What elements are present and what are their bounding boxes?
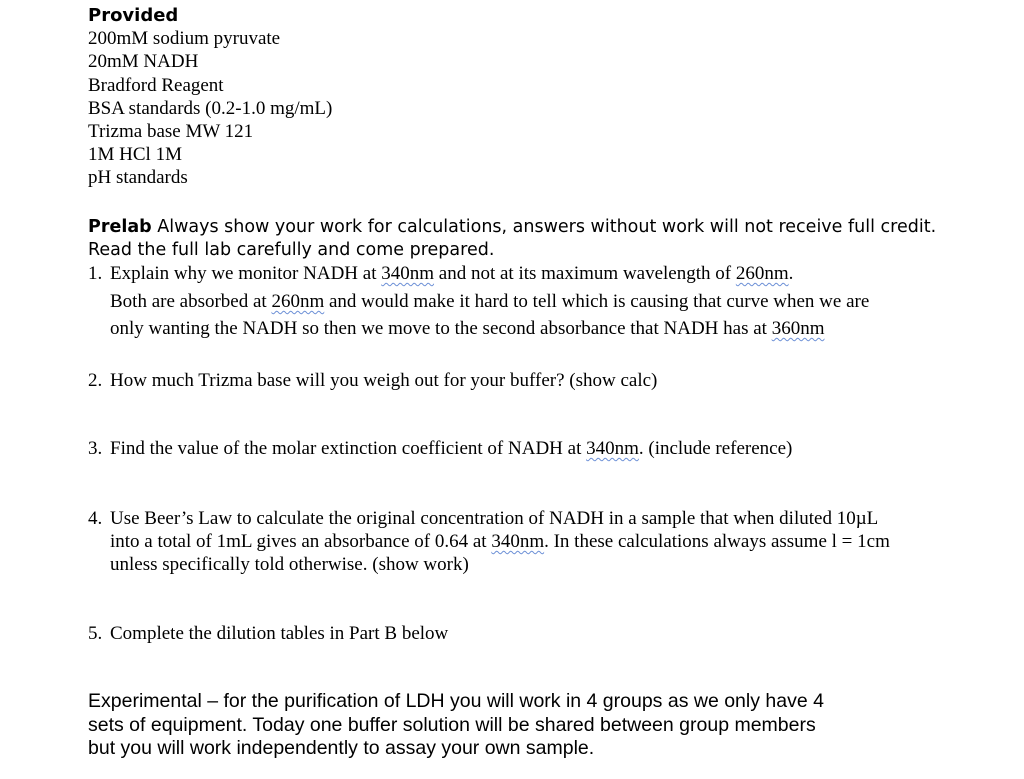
prelab-instructions bbox=[88, 216, 988, 239]
prelab-label: Prelab bbox=[88, 217, 152, 237]
question-number: 4. bbox=[88, 508, 103, 529]
provided-item: Bradford Reagent bbox=[88, 74, 224, 96]
answer-text: only wanting the NADH so then we move to the second absorbance that NADH has at bbox=[110, 318, 772, 339]
question-number: 1. bbox=[88, 263, 103, 284]
question-3 bbox=[88, 437, 792, 460]
question-text: unless specifically told otherwise. (show work) bbox=[110, 554, 469, 575]
question-number: 5. bbox=[88, 623, 103, 644]
question-text: into a total of 1mL gives an absorbance of 0.64 at bbox=[110, 531, 492, 552]
provided-item: BSA standards (0.2-1.0 mg/mL) bbox=[88, 97, 333, 119]
answer-1 bbox=[110, 288, 869, 342]
question-text: Explain why we monitor NADH at bbox=[110, 263, 382, 284]
question-number: 3. bbox=[88, 438, 103, 459]
question-text: . bbox=[788, 263, 794, 284]
provided-item: 200mM sodium pyruvate bbox=[88, 28, 281, 50]
spellcheck-term[interactable]: 360nm bbox=[771, 318, 825, 339]
question-number: 2. bbox=[88, 370, 103, 391]
experimental-line-2: sets of equipment. Today one buffer solution will be shared between group members bbox=[88, 713, 816, 736]
spellcheck-term[interactable]: 340nm bbox=[491, 531, 545, 552]
question-text: and not at its maximum wavelength of bbox=[434, 263, 736, 284]
prelab-line-2: Read the full lab carefully and come prepared. bbox=[88, 240, 495, 260]
answer-text: Both are absorbed at bbox=[110, 291, 272, 312]
question-text: Find the value of the molar extinction coefficient of NADH at bbox=[110, 438, 587, 459]
experimental-section bbox=[88, 690, 988, 761]
provided-item: pH standards bbox=[88, 167, 188, 189]
provided-heading: Provided bbox=[88, 5, 179, 26]
provided-item: Trizma base MW 121 bbox=[88, 121, 254, 143]
question-text: . In these calculations always assume l = 1cm bbox=[544, 531, 890, 552]
spellcheck-term[interactable]: 340nm bbox=[586, 438, 639, 459]
provided-item: 20mM NADH bbox=[88, 51, 199, 73]
question-4 bbox=[88, 507, 890, 576]
question-text: Complete the dilution tables in Part B below bbox=[110, 623, 449, 644]
prelab-section bbox=[88, 216, 988, 262]
prelab-line-1: Always show your work for calculations, answers without work will not receive full credit. bbox=[151, 217, 937, 237]
question-text: How much Trizma base will you weigh out for your buffer? (show calc) bbox=[110, 370, 658, 391]
provided-item: 1M HCl 1M bbox=[88, 144, 182, 166]
question-text: . (include reference) bbox=[638, 438, 793, 459]
question-text: Use Beer’s Law to calculate the original concentration of NADH in a sample that when diluted 10µL bbox=[110, 508, 879, 529]
question-1 bbox=[88, 262, 793, 285]
spellcheck-term[interactable]: 260nm bbox=[735, 263, 789, 284]
spellcheck-term[interactable]: 340nm bbox=[381, 263, 435, 284]
spellcheck-term[interactable]: 260nm bbox=[271, 291, 325, 312]
experimental-line-3: but you will work independently to assay your own sample. bbox=[88, 737, 595, 759]
answer-text: and would make it hard to tell which is causing that curve when we are bbox=[324, 291, 870, 312]
provided-section bbox=[88, 4, 332, 190]
question-2 bbox=[88, 369, 657, 392]
experimental-line-1: Experimental – for the purification of LDH you will work in 4 groups as we only have 4 bbox=[88, 690, 824, 712]
question-5 bbox=[88, 622, 448, 645]
